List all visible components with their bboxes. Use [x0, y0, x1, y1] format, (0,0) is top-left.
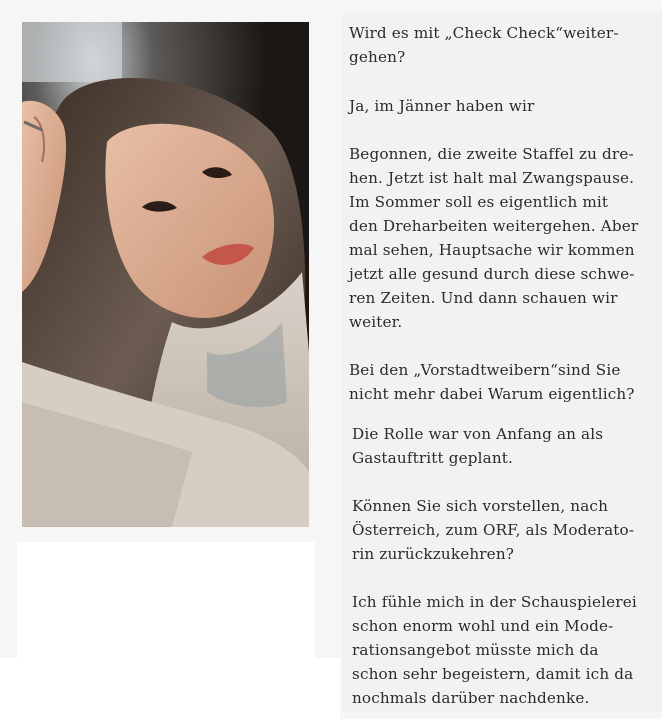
right-edge: [662, 0, 667, 719]
bottom-blank-strip: [0, 658, 340, 719]
answer-orf-return: Ich fühle mich in der Schauspielerei schon enorm wohl und ein Mode- rationsangebot müsste mich da schon sehr begeistern, damit ich da nochmals darüber nachdenke.: [352, 593, 637, 707]
answer-check-check-continued: Begonnen, die zweite Staffel zu dre- hen. Jetzt ist halt mal Zwangspause. Im Sommer soll es eigentlich mit den Dreharbeiten weitergehen. Aber mal sehen, Hauptsache wir kommen jetzt alle gesund durch diese schwe- ren Zeiten. Und dann schauen wir weiter.: [349, 145, 639, 331]
question-orf-return: Können Sie sich vorstellen, nach Österreich, zum ORF, als Moderato- rin zurückzukehren?: [352, 497, 635, 563]
answer-check-check-start: Ja, im Jänner haben wir: [349, 97, 535, 115]
question-check-check: Wird es mit „Check Check“weiter- gehen?: [349, 24, 619, 66]
photo-caption-area: [17, 542, 315, 658]
question-vorstadtweiber: Bei den „Vorstadtweibern“sind Sie nicht mehr dabei Warum eigentlich?: [349, 361, 635, 403]
portrait-photo: [22, 22, 309, 527]
portrait-illustration: [22, 22, 309, 527]
answer-vorstadtweiber: Die Rolle war von Anfang an als Gastauftritt geplant.: [352, 425, 604, 467]
